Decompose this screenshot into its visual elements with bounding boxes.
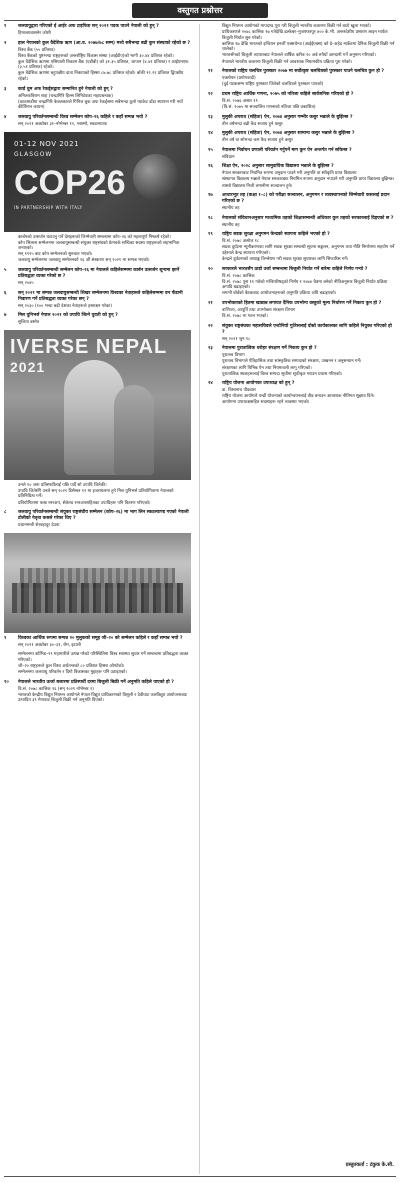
answer-line: नेपाल सरकारबाट नियमित रूपमा अनुदान पाउने गरी अनुमति वा स्वीकृति प्राप्त विद्यालय bbox=[222, 171, 357, 177]
question-row bbox=[208, 69, 395, 75]
right-column bbox=[208, 24, 395, 410]
question-text: मिस युनिभर्स नेपाल २०२१ को उपाधि जित्ने युवती को हुन् ? bbox=[18, 313, 118, 319]
question-number: ७ bbox=[4, 313, 7, 319]
answer-line: राष्ट्रिय योजना आयोगले पन्ध्रौं योजनाको कार्यान्वयनलाई तीव्र बनाउन आवश्यक नीतिगत सुझाव दिने। bbox=[222, 394, 375, 400]
question-number: ४ bbox=[4, 114, 7, 120]
question-text: राष्ट्रिय योजना आयोगका उपाध्यक्ष को हुन् ? bbox=[222, 381, 295, 387]
question-block bbox=[208, 164, 395, 189]
question-number: २२ bbox=[208, 323, 213, 329]
answer-list bbox=[222, 239, 395, 262]
answer-list bbox=[18, 320, 191, 326]
question-block bbox=[4, 680, 191, 704]
question-number: १३ bbox=[208, 114, 213, 120]
question-row bbox=[208, 301, 395, 307]
question-number: १८ bbox=[208, 215, 213, 221]
answer-line: (दुई पटकसम्म राष्ट्रिय पुरस्कार जितेको चलचित्रले पुरस्कार पाएको) bbox=[222, 82, 324, 88]
question-block bbox=[208, 92, 395, 111]
question-row bbox=[208, 346, 395, 352]
answer-list bbox=[222, 337, 395, 343]
question-number: २४ bbox=[208, 381, 213, 387]
question-text: नेपालले भारतीय ऊर्जा बजारमा प्रतिस्पर्धी दरमा बिजुली बिक्री गर्ने अनुमति कहिले पाएको हो ? bbox=[18, 679, 174, 685]
answer-line: (वि.सं. २०७५ मा सञ्चालित गणनाको नतिजा पछि प्रकाशित) bbox=[222, 104, 316, 110]
question-text: मुलुकी अपराध (संहिता) ऐन, २०७४ अनुसार सामान्य कसुर भन्नाले के बुझिन्छ ? bbox=[222, 131, 355, 137]
answer-list bbox=[222, 138, 395, 144]
answer-line: कुल वैदेशिक ऋणमा एसियाली विकास बैंक (एडीबी) को ३१.३५ प्रतिशत, जापान (४.४१ प्रतिशत) र आईएमएफ (३.५१ प्रतिशत) रहेको। bbox=[18, 59, 189, 71]
answer-line: कात्तिक १७ देखि भारतको इन्डियन इनर्जी एक्सचेन्ज (आईईएक्स) को डे–अहेड मार्केटमा दैनिक बिजुली बिक्री गर्न थालेको। bbox=[222, 41, 395, 53]
question-text: कार्ड धुम अफ रेकर्ड्सद्वारा सम्मानित हुने नेपाली को हुन् ? bbox=[18, 86, 113, 92]
question-block bbox=[208, 216, 395, 229]
answer-list bbox=[222, 99, 395, 111]
answer-line: संविधान bbox=[222, 154, 235, 160]
answer-list bbox=[222, 24, 395, 65]
question-row bbox=[4, 291, 191, 303]
answer-line: पुरातत्व विभागले ऐतिहासिक तथा सांस्कृतिक सम्पदाको संरक्षण, उत्खनन र अनुसन्धान गर्ने। bbox=[222, 359, 362, 365]
question-text: राष्ट्रिय सडक सुरक्षा अनुगमन केन्द्रको स्थापना कहिले भएको हो ? bbox=[222, 232, 330, 238]
answer-line: सन् २०४५ bbox=[18, 281, 34, 286]
answer-line: सन् १९९५ बाट कोप सम्मेलनको सुरुवात भएको। bbox=[18, 252, 93, 258]
miss-banner-year: 2021 bbox=[10, 358, 46, 375]
question-row bbox=[4, 636, 191, 642]
answer-line: संस्थागत विद्यालय भन्नाले नेपाल सरकारबाट नियमित रूपमा अनुदान नपाउने गरी अनुमति प्राप्त विद्यालय बुझिन्छ। bbox=[222, 177, 395, 183]
question-block bbox=[4, 115, 191, 128]
question-text: नेपालको राष्ट्रिय चलचित्र पुरस्कार २०७७ मा सर्वोत्कृष्ट चलचित्रको पुरस्कार पाउने चलचित्र कुन हो ? bbox=[222, 69, 385, 75]
question-block bbox=[4, 313, 191, 326]
answer-list bbox=[18, 48, 191, 83]
question-row bbox=[4, 313, 191, 319]
question-block bbox=[4, 291, 191, 310]
question-row bbox=[208, 267, 395, 273]
question-number: १९ bbox=[208, 232, 213, 238]
answer-line: सन् २०२१ जुन १८ bbox=[222, 336, 251, 342]
answer-line: जी–२० राष्ट्रहरूले कुल विश्व अर्थतन्त्रको ८० प्रतिशत हिस्सा ओगटेको। bbox=[18, 664, 125, 670]
answer-line: सडक दुर्घटना न्यूनीकरणका लागि सडक सुरक्षा सम्बन्धी सूचना सङ्कलन, अनुगमन तथा नीति निर्माणमा सहयोग गर्ने उद्देश्यले केन्द्र स्थापना गरिएको। bbox=[222, 245, 395, 256]
question-text: प्रथम राष्ट्रिय आर्थिक गणना, २०७५ को नतिजा कहिले सार्वजनिक गरिएको हो ? bbox=[222, 91, 354, 97]
question-block bbox=[4, 483, 191, 506]
question-row bbox=[4, 680, 191, 686]
question-number: १७ bbox=[208, 193, 213, 199]
question-block bbox=[4, 268, 191, 287]
question-text: हाल नेपालको कुल वैदेशिक ऋण (आ.व. २०७७/७८ सम्म) मध्ये सबैभन्दा बढी कुन संस्थाको रहेको छ ? bbox=[18, 40, 190, 46]
g20-group-photo bbox=[4, 533, 191, 633]
question-block bbox=[208, 193, 395, 212]
question-row bbox=[4, 268, 191, 280]
question-text: जलवायु परिवर्तनसम्बन्धी संयुक्त राष्ट्रसंघीय सम्मेलन (कोप–२६) मा भाग लिन स्कटल्याण्ड गएको नेपाली टोलीको नेतृत्व कसले गरेका थिए ? bbox=[18, 510, 189, 522]
question-block bbox=[4, 24, 191, 37]
cop-place: GLASGOW bbox=[14, 150, 53, 158]
section-title: वस्तुगत प्रश्नोत्तर bbox=[132, 3, 268, 18]
question-number: २ bbox=[4, 40, 7, 46]
answer-line: स्थानीय तह bbox=[222, 222, 240, 228]
question-row bbox=[208, 131, 395, 137]
column-divider bbox=[199, 24, 200, 1174]
question-text: सरकारले भारतसँग ठाडो उर्जा सम्बन्धमा बिजुली निर्यात गर्ने बारेमा कहिले निर्णय गर्‍यो ? bbox=[222, 266, 368, 272]
cop-date: 01-12 NOV 2021 bbox=[14, 139, 80, 148]
answer-list bbox=[18, 483, 191, 506]
answer-line: पुरातात्विक स्थलहरूलाई विश्व सम्पदा सूचीमा सूचीकृत गराउन प्रयास गरिएको। bbox=[222, 371, 343, 377]
question-block bbox=[208, 69, 395, 88]
answer-line: लगानी बोर्डको बैठकबाट आयोजनाहरूको अनुमति प्रक्रिया अघि बढाइएको। bbox=[222, 291, 337, 297]
question-row bbox=[208, 148, 395, 154]
answer-line: सुजिता बस्नेत bbox=[18, 320, 40, 326]
answer-line: विश्व बैंकको पुष्टभन्दा राष्ट्रहरूको अन्तर्राष्ट्रिय विकास संस्था (आईडीए)को भागी ३०.४४ प्रतिशत रहेको। bbox=[18, 53, 174, 59]
miss-banner-text: IVERSE NEPAL bbox=[10, 335, 168, 358]
answer-line: वि.सं. २०७८ कात्तिक bbox=[222, 273, 255, 279]
question-text: जलवायुद्वारा गरिएको ई आईर अफ टाइफिङ सन् २०२१ पदक पाउने नेपाली को हुन् ? bbox=[18, 24, 159, 29]
question-number: ८ bbox=[4, 510, 7, 516]
question-text: विश्वका आर्थिक रूपमा सम्पन्न २० मुलुकको समूह जी–२० को सम्मेलन कहिले र कहाँ सम्पन्न भयो ? bbox=[18, 635, 183, 641]
group-front-row bbox=[12, 583, 183, 613]
question-row bbox=[208, 324, 395, 336]
answer-list bbox=[222, 76, 395, 88]
question-block bbox=[208, 301, 395, 320]
answer-line: कुल वैदेशिक ऋणमा बहुपक्षीय दाता निकायको हिस्सा ८७.७८ प्रतिशत रहेको। बाँकी १२.२२ प्रतिशत द्विपक्षीय रहेको। bbox=[18, 71, 184, 83]
answer-list bbox=[18, 94, 191, 111]
question-block bbox=[4, 41, 191, 83]
question-text: संयुक्त राष्ट्रसंघका महासचिवले एन्टोनियो गुटेरेसलाई दोस्रो कार्यकालका लागि कहिले नियुक्त गरिएको हो ? bbox=[222, 323, 392, 335]
question-number: २३ bbox=[208, 346, 213, 352]
question-row bbox=[208, 381, 395, 387]
answer-line: सन् २०२१ अक्टोबर ३०–३१, रोम, इटाली bbox=[18, 642, 81, 648]
question-text: नेपालमा निर्वाचन प्रणाली परिवर्तन गर्नुपर्ने माग कुन ऐन अन्तर्गत गर्न सकिन्छ ? bbox=[222, 147, 352, 153]
header-rule bbox=[4, 20, 396, 21]
answer-list bbox=[222, 122, 395, 128]
question-number: १६ bbox=[208, 164, 213, 170]
answer-line: डा. विश्वनाथ पौड्याल bbox=[222, 388, 256, 394]
question-text: उपभोक्ताको हितमा खाद्यान्न लगायत दैनिक उपभोग्य वस्तुको मूल्य निर्धारण गर्ने निकाय कुन हो ? bbox=[222, 301, 382, 307]
question-row bbox=[208, 115, 395, 121]
answer-line: प्रतियोगितामा फस्ट रनरअप, सेकेण्ड रनरअपसहितका उपाधिहरू पनि वितरण गरिएको। bbox=[18, 500, 151, 506]
answer-line: त्यस्तो विद्यालय निजी लगानीमा सञ्चालन हुने। bbox=[222, 183, 293, 189]
question-number: २१ bbox=[208, 301, 213, 307]
answer-line: उनले १० जना प्रतिस्पर्धीलाई पछि पार्दै सो उपाधि जितेकी। bbox=[18, 482, 107, 488]
answer-line: (काठमाडौंमा चन्द्रागिरि केबलकारले गिनिज बुक अफ रेकर्ड्समा सबैभन्दा ठूलो प्याकेट डाँडा स्थापना गरी नयाँ कीर्तिमान कायम) bbox=[18, 99, 183, 111]
answer-line: वाणिज्य, आपूर्ति तथा उपभोक्ता संरक्षण विभाग bbox=[222, 308, 296, 314]
answer-list bbox=[18, 687, 191, 704]
answer-line: कार्बनको उत्सर्जन घटाउनु पर्ने देशहरूको जिम्मेवारी सम्बन्धमा कोप–२६ को महत्वपूर्ण निष्कर्ष रहेको। bbox=[18, 234, 171, 240]
answer-line: सन् २०३० (१०० भन्दा बढी देशका नेताहरूले हस्ताक्षर गरेका) bbox=[18, 303, 112, 309]
answer-line: सम्मेलनमा जलवायु परिवर्तन र दिगो विकासका मुद्दाहरू पनि उठाइएको। bbox=[18, 670, 128, 676]
question-number: २० bbox=[208, 266, 213, 272]
question-text: आधारभूत तह (कक्षा १–८) को परीक्षा सञ्चालन, अनुगमन र व्यवस्थापनको जिम्मेवारी कसलाई प्रदान गरिएको छ ? bbox=[222, 193, 390, 205]
answer-line: प्राधिकरणले २०७८ कात्तिक १७ गतेदेखि ढल्केबर–मुजफ्फरपुर ४०० के.भी. अन्तरदेशीय प्रसारण लाइन मार्फत बिजुली निर्यात सुरु गरेको। bbox=[222, 30, 388, 41]
question-block bbox=[208, 131, 395, 144]
answer-line: कोप सिलास सम्मेलनमा जलवायुसम्बन्धी संयुक्त राष्ट्रसंघको फ्रेमवर्क सन्धिका सदस्य राष्ट्रहरूको सहभागिता जनाएको। bbox=[18, 240, 180, 252]
footer-rule bbox=[4, 1176, 396, 1177]
cop26-photo bbox=[4, 132, 191, 232]
answer-line: केन्द्रले दुर्घटनाको तथ्याङ्क विश्लेषण गरी सडक सुरक्षा सुधारका लागि सिफारिस गर्ने। bbox=[222, 257, 349, 263]
answer-line: वि.सं. २०७८ कात्तिक १६ (सन् २०२१ नोभेम्बर २) bbox=[18, 686, 94, 692]
answer-list bbox=[222, 223, 395, 229]
question-number: ११ bbox=[208, 69, 213, 75]
question-row bbox=[208, 232, 395, 238]
answer-line: उपाधि जितेसँगै उनले सन् २०२१ डिसेम्बर १२ मा इजरायलमा हुने मिस युनिभर्स प्रतियोगितामा नेपालको प्रतिनिधित्व गर्ने। bbox=[18, 488, 174, 500]
answer-list bbox=[18, 31, 191, 37]
answer-line: वि.सं. २०७८ पुस ११ गतेको मन्त्रिपरिषद्को निर्णय र २०७४ चैत्रमा बनेको नीतिअनुसार बिजुली निर्यात प्रक्रिया अगाडि बढाइएको। bbox=[222, 279, 388, 291]
answer-line: भारतसँगको बिजुली व्यापारबाट नेपालले वार्षिक करिब १० अर्ब रुपैयाँ आम्दानी गर्ने अनुमान गरिएको। bbox=[222, 53, 376, 59]
answer-line: पुरातत्व विभाग bbox=[222, 353, 245, 359]
answer-line: वि.सं. २०७८ असोज १८ bbox=[222, 239, 260, 245]
question-block bbox=[208, 381, 395, 406]
answer-line: वि.सं. २०७८ मा गठन भएको। bbox=[222, 314, 268, 320]
presenter-figure bbox=[114, 385, 154, 475]
question-number: १५ bbox=[208, 147, 213, 153]
question-block bbox=[208, 24, 395, 65]
question-text: शिक्षा ऐन, २०२८ अनुसार सामुदायिक विद्यालय भन्नाले के बुझिन्छ ? bbox=[222, 164, 334, 170]
left-column bbox=[4, 24, 191, 708]
question-number: ९ bbox=[4, 635, 7, 641]
answer-line: तीन वर्षभन्दा बढी कैद सजाय हुने कसुर bbox=[222, 121, 283, 127]
answer-list bbox=[222, 171, 395, 189]
answer-list bbox=[18, 643, 191, 649]
answer-line: अमितकविराम शाह (चन्द्रागिरि हिल्स लिमिटेडका महाप्रबन्धक) bbox=[18, 93, 113, 99]
answer-line: भारतको केन्द्रीय विद्युत नियमन आयोगले नेपाल विद्युत प्राधिकरणको त्रिशूली र देवीघाट जलविद्युत आयोजनाबाट उत्पादित ३९ मेगावाट बिजुली बिक्री गर्न अनुमति दिएको। bbox=[18, 692, 187, 704]
miss-universe-photo bbox=[4, 330, 191, 480]
answer-list bbox=[222, 274, 395, 297]
question-block bbox=[4, 636, 191, 649]
answer-line: सम्मेलनमा कोभिड–१९ महामारीले उत्पन्न गरेको परिस्थितिमा विश्व स्वास्थ्य सुधार गर्ने सम्बन्धमा प्रतिबद्धता व्यक्त गरिएको। bbox=[18, 652, 189, 663]
question-number: १० bbox=[4, 679, 9, 685]
answer-line: स्थानीय तह bbox=[222, 206, 240, 212]
answer-list bbox=[222, 155, 395, 161]
question-text: सन् २०२१ मा सम्पन्न जलवायुसम्बन्धी शिखर सम्मेलनमा विश्वका नेताहरूले कहिलेसम्ममा वन फँडानी निवारण गर्ने प्रतिबद्धता व्यक्त गरेका छन् ? bbox=[18, 290, 183, 302]
cop-subtitle: IN PARTNERSHIP WITH ITALY bbox=[14, 204, 83, 210]
answer-line: संरक्षणका लागि विभिन्न ऐन तथा नियमावली लागू गरिएको। bbox=[222, 365, 312, 371]
question-row bbox=[208, 164, 395, 170]
question-text: जलवायु परिवर्तनसम्बन्धी विश्व सम्मेलन कोप–२६ कहिले र कहाँ सम्पन्न भयो ? bbox=[18, 114, 148, 120]
question-block bbox=[208, 267, 395, 297]
question-text: नेपालमा पुरातात्विक धरोहर संरक्षण गर्ने निकाय कुन हो ? bbox=[222, 346, 317, 352]
answer-line: विद्युत नियमन आयोगको मापदण्ड पूरा गरी बिजुली भारतीय बजारमा बिक्री गर्न बाटो खुला भएको। bbox=[222, 24, 372, 29]
question-block bbox=[208, 324, 395, 343]
answer-list bbox=[222, 353, 395, 377]
answer-list bbox=[18, 652, 191, 675]
question-row bbox=[4, 510, 191, 522]
question-number: १४ bbox=[208, 131, 213, 137]
question-block bbox=[4, 235, 191, 264]
answer-list bbox=[18, 235, 191, 264]
answer-list bbox=[222, 206, 395, 212]
question-row bbox=[4, 87, 191, 93]
answer-line: वि.सं. २०७६ असार १९ bbox=[222, 98, 258, 104]
question-number: ५ bbox=[4, 268, 7, 273]
question-text: नेपालको संविधानअनुसार माध्यमिक तहको शिक्षासम्बन्धी अधिकार कुन तहको सरकारलाई दिइएको छ ? bbox=[222, 215, 394, 221]
question-row bbox=[208, 92, 395, 98]
answer-line: प्रधानमन्त्री शेरबहादुर देउवा bbox=[18, 523, 60, 529]
question-text: मुलुकी अपराध (संहिता) ऐन, २०७४ अनुसार गम्भीर कसुर भन्नाले के बुझिन्छ ? bbox=[222, 114, 353, 120]
question-text: जलवायु परिवर्तनसम्बन्धी सम्मेलन कोप–२६ मा नेपालले कहिलेसम्ममा कार्बन उत्सर्जन शून्यमा झार्ने प्रतिबद्धता व्यक्त गरेको छ ? bbox=[18, 268, 180, 279]
cop-logo-text: COP26 bbox=[14, 163, 126, 202]
question-block bbox=[4, 652, 191, 675]
answer-list bbox=[222, 308, 395, 320]
question-number: १२ bbox=[208, 91, 213, 97]
author-credit: प्रस्तुतकर्ता : टंकुक के.सी. bbox=[345, 1162, 394, 1168]
question-block bbox=[208, 148, 395, 161]
answer-list bbox=[18, 523, 191, 529]
answer-line: नेपालले भारतीय बजारमा बिजुली बिक्री गर्न आवश्यक नियामकीय प्रक्रिया पूरा गरेको। bbox=[222, 59, 353, 65]
answer-line: आयोगमा उपाध्यक्षसहित सदस्यहरू रहने व्यवस्था भएको। bbox=[222, 400, 310, 406]
question-row bbox=[4, 115, 191, 121]
answer-line: तीन वर्ष वा सोभन्दा कम कैद सजाय हुने कसुर bbox=[222, 138, 293, 144]
question-row bbox=[4, 24, 191, 30]
question-number: ३ bbox=[4, 86, 7, 92]
question-row bbox=[208, 216, 395, 222]
answer-list bbox=[18, 122, 191, 128]
question-number: १ bbox=[4, 24, 7, 29]
question-block bbox=[4, 87, 191, 111]
question-block bbox=[208, 232, 395, 262]
answer-line: विश्व बैंक (५५ प्रतिशत) bbox=[18, 47, 55, 53]
answer-list bbox=[222, 388, 395, 406]
answer-list bbox=[18, 304, 191, 310]
question-row bbox=[4, 41, 191, 47]
answer-line: जलवायु सम्मेलनमा जलवायु सम्मेलनको २६ औं संस्करण सन् २०२१ मा सम्पन्न भएको। bbox=[18, 258, 150, 264]
question-row bbox=[208, 193, 395, 205]
answer-line: सन् २०२१ अक्टोबर ३१–नोभेम्बर १२, ग्लास्गो, स्कटल्याण्ड bbox=[18, 121, 107, 127]
globe-graphic bbox=[133, 154, 179, 200]
answer-line: एक्लोपन (प्रयोगवादी) bbox=[222, 76, 256, 82]
answer-line: हिमालयवासनेर जोशी bbox=[18, 31, 51, 36]
answer-list bbox=[18, 281, 191, 287]
question-block bbox=[4, 510, 191, 529]
question-block bbox=[208, 115, 395, 128]
question-block bbox=[208, 346, 395, 377]
question-number: ६ bbox=[4, 290, 7, 296]
